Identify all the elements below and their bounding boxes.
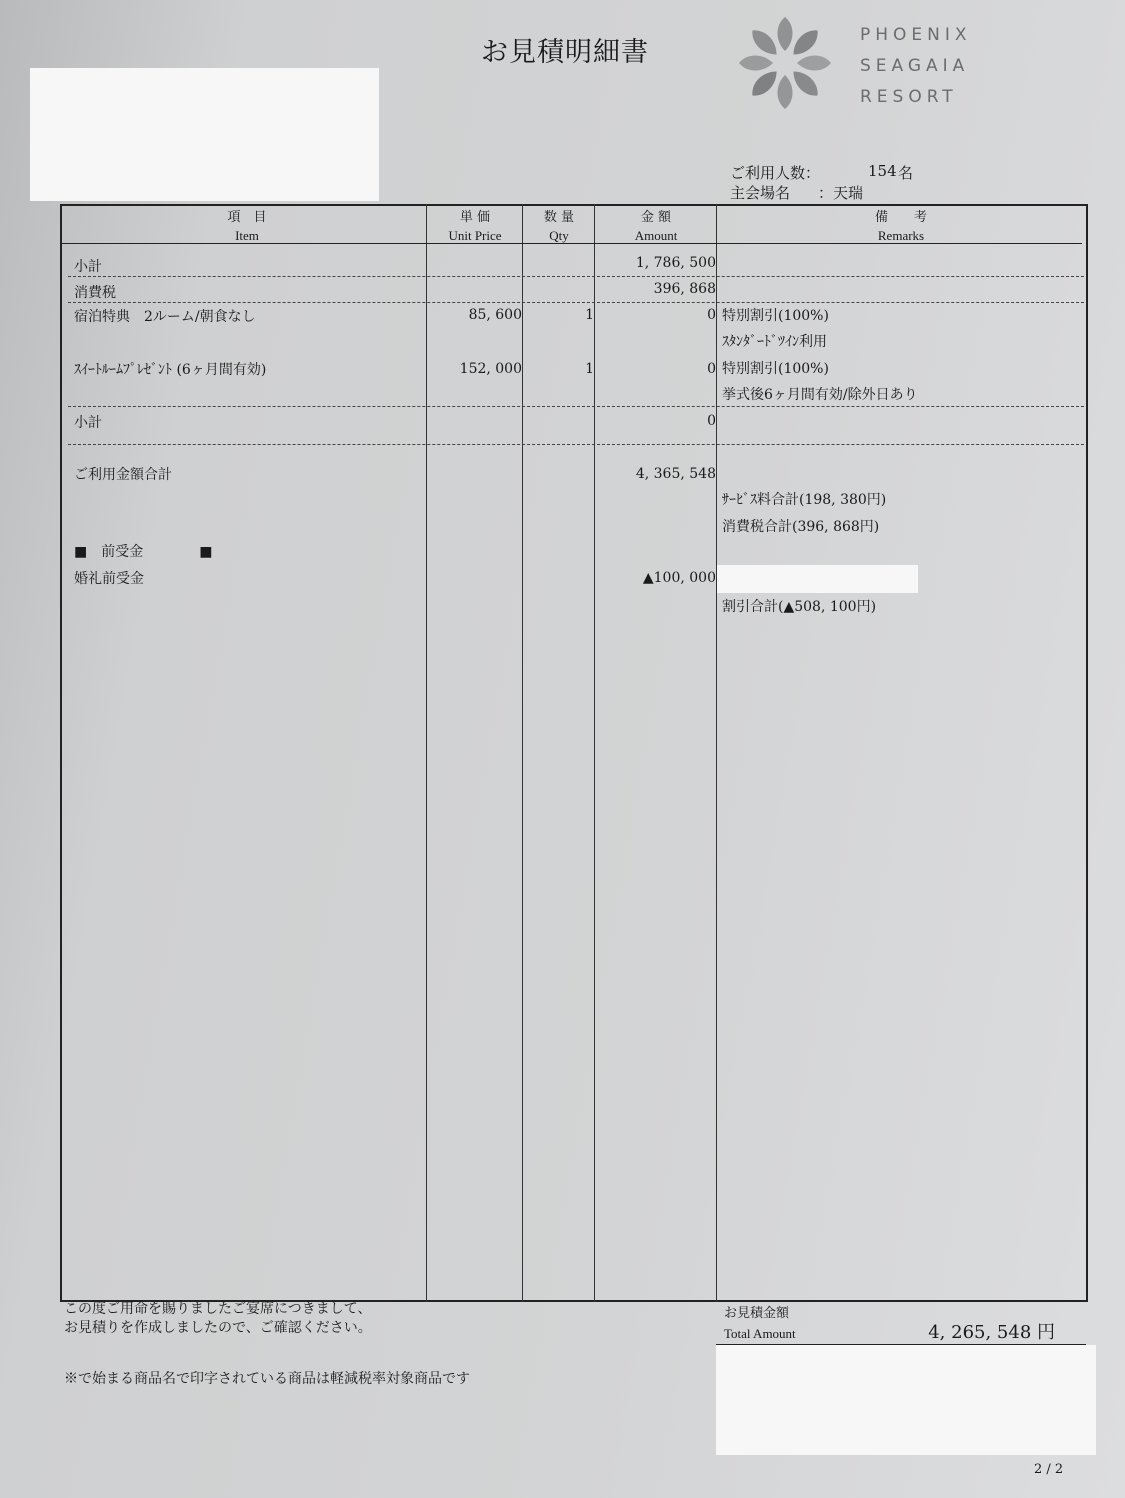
redacted-stamp-area bbox=[716, 1345, 1096, 1455]
total-label-en: Total Amount bbox=[724, 1326, 796, 1341]
header-qty bbox=[524, 209, 594, 245]
row-subtotal-amount: 1, 786, 500 bbox=[635, 255, 716, 271]
discount-total: 割引合計(▲508, 100円) bbox=[722, 599, 877, 615]
row-suite-qty: 1 bbox=[585, 361, 594, 377]
row-tax-amount: 396, 868 bbox=[653, 281, 716, 297]
header-item-en: Item bbox=[235, 228, 259, 243]
row-suite-remark: 特別割引(100%) bbox=[722, 361, 829, 377]
header-amount-jp: 金 額 bbox=[640, 210, 672, 225]
document-title: お見積明細書 bbox=[481, 37, 649, 68]
row-lodging-item: 宿泊特典 2ルーム/朝食なし bbox=[74, 309, 256, 325]
total-amount-label bbox=[724, 1304, 796, 1344]
guests-label: ご利用人数： bbox=[730, 164, 821, 182]
header-price-en: Unit Price bbox=[448, 228, 502, 243]
header-item-jp: 項 目 bbox=[227, 210, 267, 225]
redacted-customer-info bbox=[30, 68, 379, 201]
logo-wordmark bbox=[860, 20, 972, 113]
header-item bbox=[68, 209, 426, 245]
header-remarks bbox=[718, 209, 1084, 245]
deposit-label: 婚礼前受金 bbox=[74, 571, 144, 587]
row-divider bbox=[68, 302, 1084, 303]
header-remarks-en: Remarks bbox=[877, 228, 925, 243]
header-amount-en: Amount bbox=[634, 228, 678, 243]
message-line-2: お見積りを作成しましたので、ご確認ください。 bbox=[64, 1320, 372, 1336]
deposit-value: ▲100, 000 bbox=[642, 570, 716, 586]
row-suite-amount: 0 bbox=[707, 361, 716, 377]
thank-you-message bbox=[64, 1300, 372, 1338]
guests-unit: 名 bbox=[898, 164, 914, 182]
row-suite-price: 152, 000 bbox=[459, 361, 522, 377]
grand-total-value: 4, 365, 548 bbox=[635, 466, 716, 482]
row-lodging-amount: 0 bbox=[707, 307, 716, 323]
venue-value: ：天瑞 bbox=[818, 184, 864, 202]
row-divider bbox=[68, 406, 1084, 407]
service-charge-total: ｻｰﾋﾞｽ料合計(198, 380円) bbox=[722, 492, 887, 508]
column-divider bbox=[716, 204, 717, 1302]
row-lodging-remark-2: ｽﾀﾝﾀﾞｰﾄﾞﾂｲﾝ利用 bbox=[722, 334, 827, 350]
header-remarks-jp: 備 考 bbox=[874, 210, 927, 225]
row-divider bbox=[68, 444, 1084, 445]
row-subtotal-item: 小計 bbox=[74, 259, 102, 275]
venue-label: 主会場名 bbox=[730, 184, 791, 202]
reduced-tax-note: ※で始まる商品名で印字されている商品は軽減税率対象商品です bbox=[64, 1371, 470, 1387]
total-amount-value: 4, 265, 548 円 bbox=[928, 1322, 1055, 1343]
logo-line-1: PHOENIX bbox=[860, 25, 972, 45]
row-lodging-qty: 1 bbox=[585, 307, 594, 323]
column-divider bbox=[426, 204, 427, 1302]
row-divider bbox=[68, 276, 1084, 277]
header-amount bbox=[596, 209, 716, 245]
logo-line-2: SEAGAIA bbox=[860, 56, 970, 76]
row-lodging-price: 85, 600 bbox=[468, 307, 522, 323]
resort-logo bbox=[730, 8, 990, 118]
header-qty-en: Qty bbox=[549, 228, 569, 243]
guests-value: 154 bbox=[868, 162, 897, 180]
phoenix-logo-icon bbox=[730, 8, 840, 118]
page-number: 2 / 2 bbox=[1034, 1462, 1064, 1477]
tax-total: 消費税合計(396, 868円) bbox=[722, 519, 880, 535]
total-label-jp: お見積金額 bbox=[724, 1306, 790, 1321]
total-underline bbox=[716, 1344, 1086, 1345]
header-price-jp: 単 価 bbox=[459, 210, 491, 225]
row-suite-item: ｽｲｰﾄﾙｰﾑﾌﾟﾚｾﾞﾝﾄ (6ヶ月間有効) bbox=[74, 362, 267, 378]
column-divider bbox=[522, 204, 523, 1302]
row-subtotal-2-item: 小計 bbox=[74, 415, 102, 431]
header-qty-jp: 数 量 bbox=[543, 210, 575, 225]
column-divider bbox=[594, 204, 595, 1302]
row-subtotal-2-amount: 0 bbox=[707, 413, 716, 429]
grand-total-label: ご利用金額合計 bbox=[74, 467, 172, 483]
header-price bbox=[428, 209, 522, 245]
message-line-1: この度ご用命を賜りましたご宴席につきまして、 bbox=[64, 1301, 372, 1317]
deposit-heading: ■ 前受金 ■ bbox=[74, 544, 213, 560]
logo-line-3: RESORT bbox=[860, 87, 958, 107]
row-tax-item: 消費税 bbox=[74, 285, 116, 301]
row-lodging-remark: 特別割引(100%) bbox=[722, 308, 829, 324]
row-suite-remark-2: 挙式後6ヶ月間有効/除外日あり bbox=[722, 387, 918, 403]
